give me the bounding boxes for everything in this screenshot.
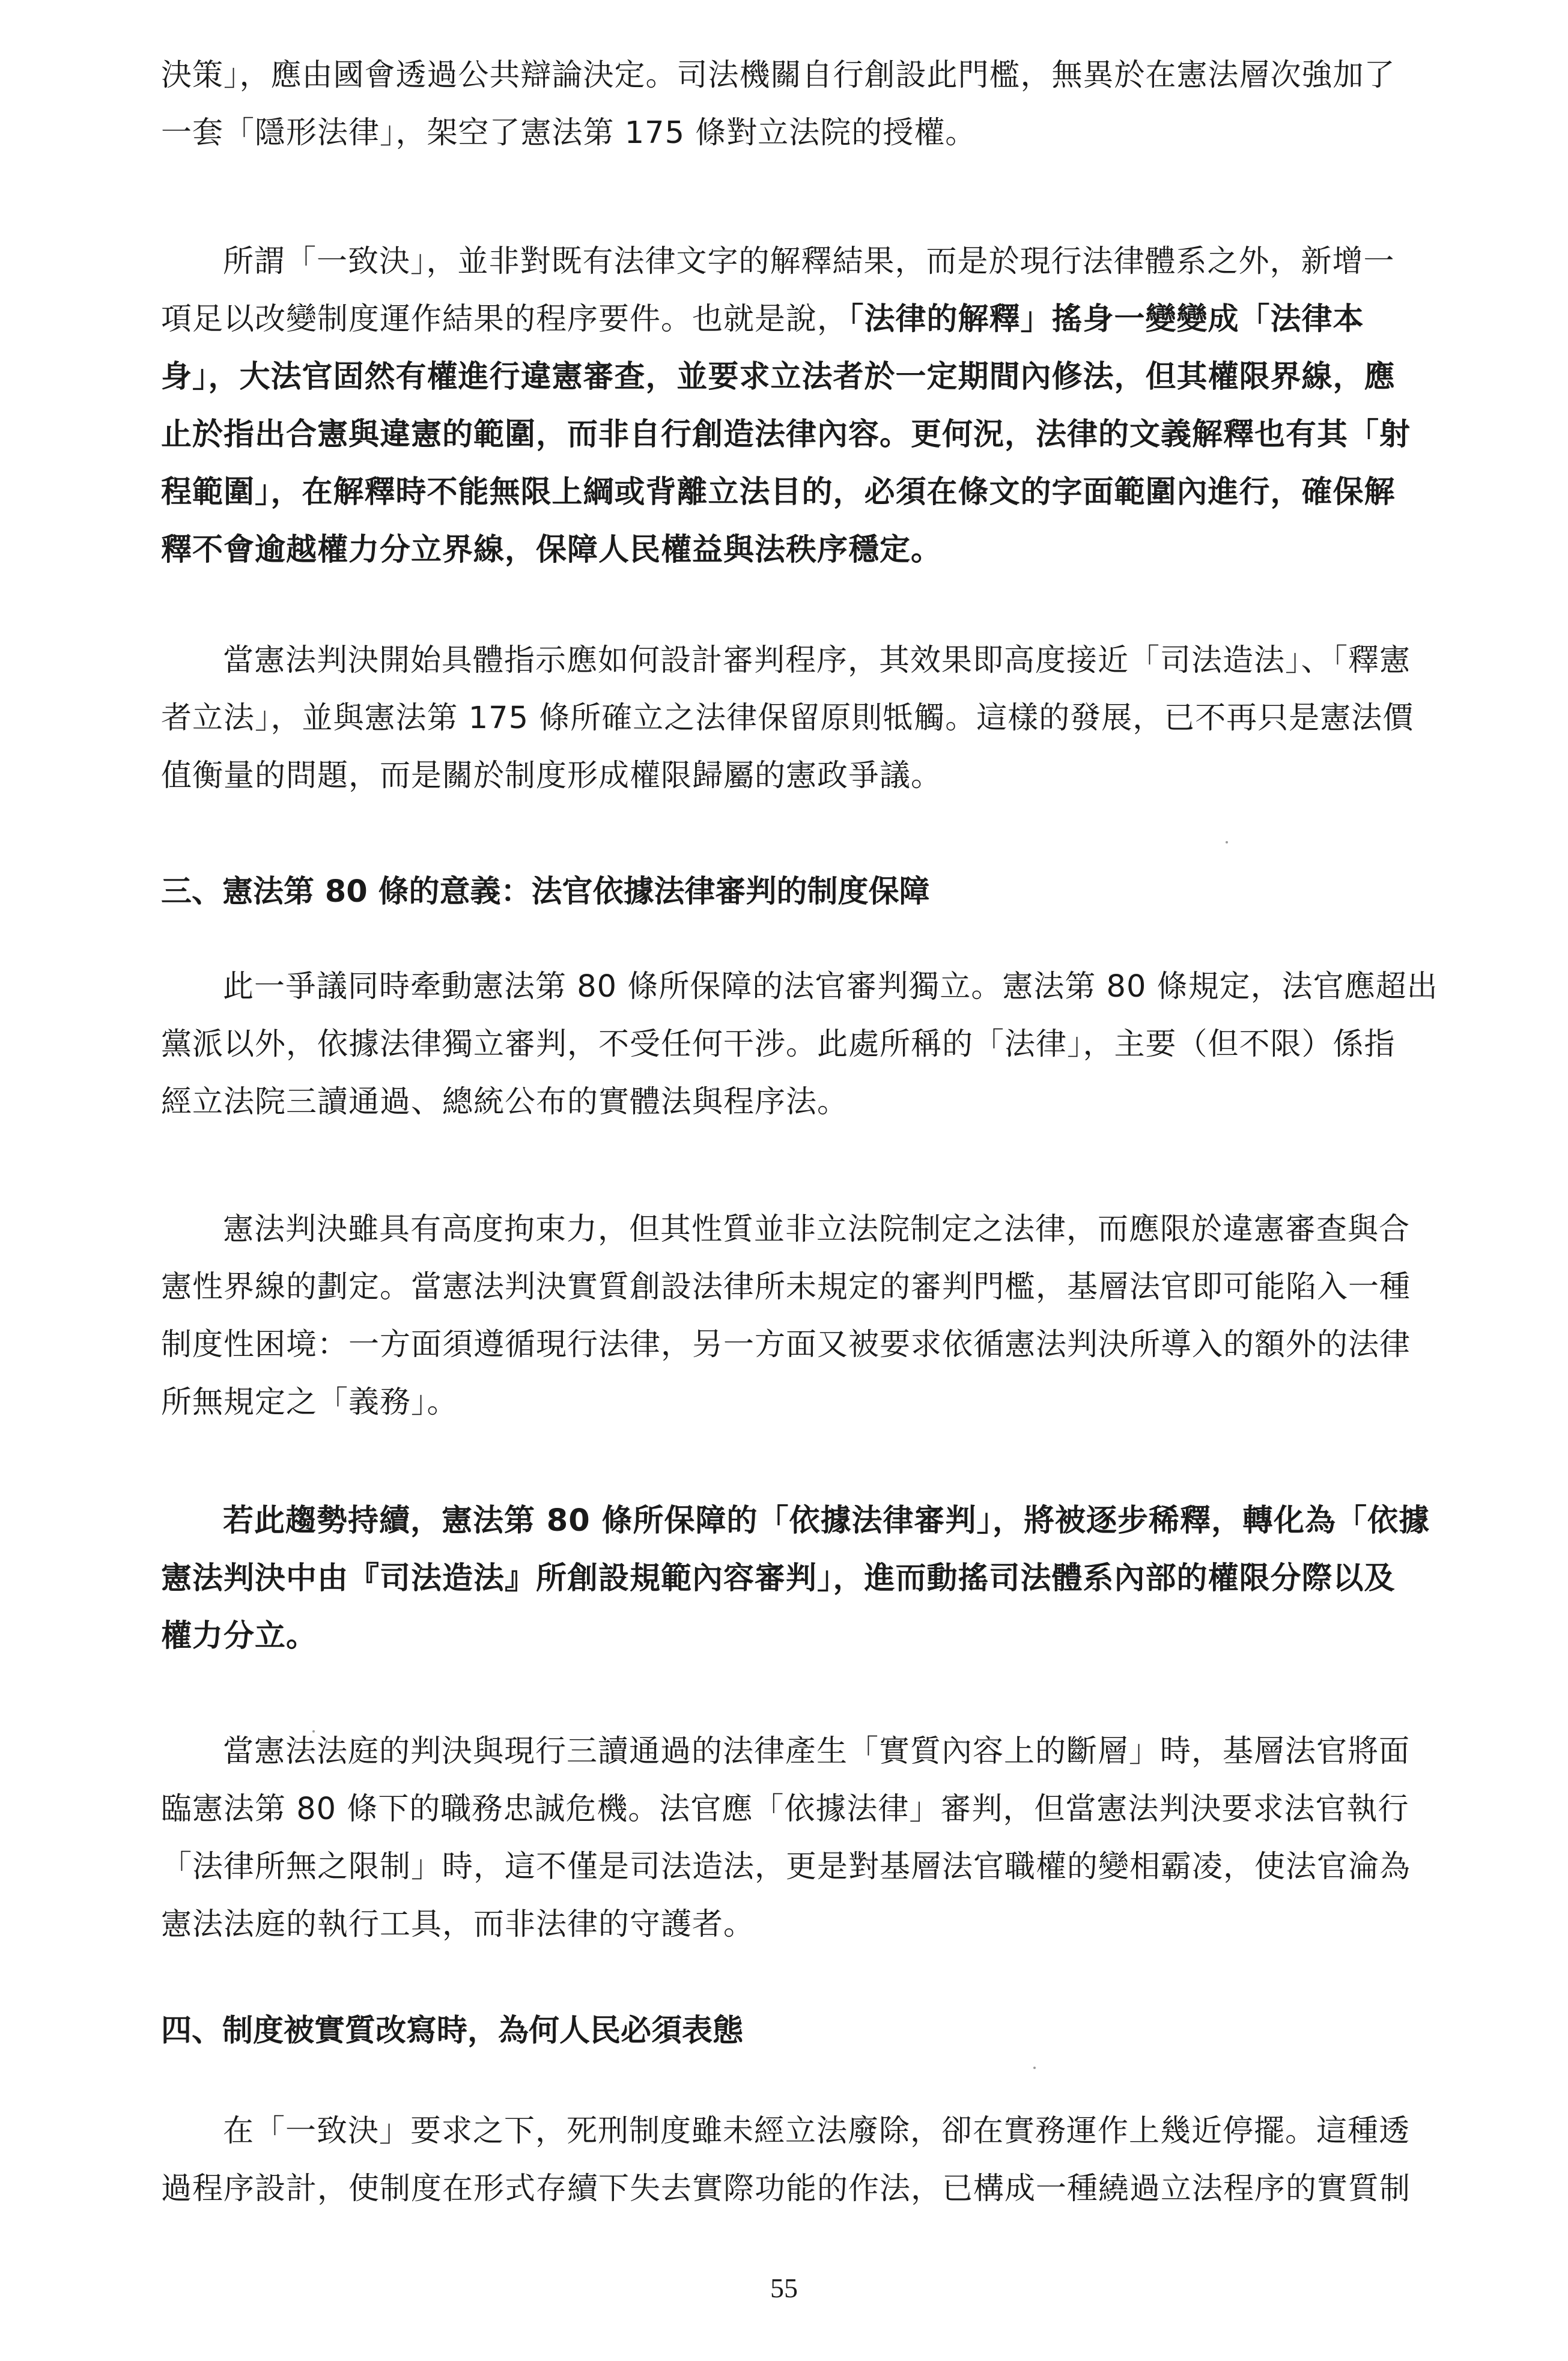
paragraph-line bbox=[161, 521, 1453, 579]
emphasized-text: 權力分立。 bbox=[161, 1618, 318, 1654]
emphasized-text: 止於指出合憲與違憲的範圍，而非自行創造法律內容。更何況，法律的文義解釋也有其「射 bbox=[161, 417, 1411, 452]
body-paragraph bbox=[161, 2103, 1453, 2218]
paragraph-line bbox=[161, 406, 1453, 464]
text-run: 此一爭議同時牽動憲法第 80 條所保障的法官審判獨立。憲法第 80 條規定，法官應超出 bbox=[223, 969, 1438, 1004]
text-run: 決策」，應由國會透過公共辯論決定。司法機關自行創設此門檻，無異於在憲法層次強加了 bbox=[161, 58, 1396, 93]
text-run: 值衡量的問題，而是關於制度形成權限歸屬的憲政爭議。 bbox=[161, 758, 943, 794]
paragraph-line bbox=[161, 1723, 1453, 1781]
paragraph-line bbox=[161, 348, 1453, 406]
paragraph-line bbox=[161, 632, 1453, 690]
emphasized-text: 若此趨勢持續，憲法第 80 條所保障的「依據法律審判」，將被逐步稀釋，轉化為「依據 bbox=[223, 1503, 1430, 1539]
emphasized-text: 釋不會逾越權力分立界線，保障人民權益與法秩序穩定。 bbox=[161, 532, 943, 568]
text-run: 在「一致決」要求之下，死刑制度雖未經立法廢除，卻在實務運作上幾近停擺。這種透 bbox=[223, 2113, 1411, 2149]
paragraph-line bbox=[161, 1259, 1453, 1316]
text-run: 所謂「一致決」，並非對既有法律文字的解釋結果，而是於現行法律體系之外，新增一 bbox=[223, 244, 1395, 279]
paragraph-line bbox=[161, 1016, 1453, 1074]
text-run: 一套「隱形法律」，架空了憲法第 175 條對立法院的授權。 bbox=[161, 115, 977, 151]
body-paragraph bbox=[161, 632, 1453, 805]
paragraph-line bbox=[161, 2160, 1453, 2218]
section-heading: 三、憲法第 80 條的意義：法官依據法律審判的制度保障 bbox=[161, 874, 930, 910]
paragraph-line bbox=[161, 1608, 1453, 1665]
emphasized-text: 「法律的解釋」搖身一變變成「法律本 bbox=[848, 302, 1364, 337]
text-run: 憲性界線的劃定。當憲法判決實質創設法律所未規定的審判門檻，基層法官即可能陷入一種 bbox=[161, 1269, 1411, 1305]
paragraph-line bbox=[161, 958, 1453, 1016]
paragraph-line bbox=[161, 690, 1453, 747]
page-number: 55 bbox=[770, 2273, 798, 2303]
text-run: 過程序設計，使制度在形式存續下失去實際功能的作法，已構成一種繞過立法程序的實質制 bbox=[161, 2171, 1411, 2207]
paragraph-line bbox=[161, 233, 1453, 291]
text-run: 當憲法判決開始具體指示應如何設計審判程序，其效果即高度接近「司法造法」、「釋憲 bbox=[223, 643, 1411, 678]
body-paragraph bbox=[161, 1201, 1453, 1432]
paragraph-line bbox=[161, 2103, 1453, 2160]
body-paragraph bbox=[161, 233, 1453, 579]
text-run: 項足以改變制度運作結果的程序要件。也就是說， bbox=[161, 302, 849, 337]
paragraph-line bbox=[161, 1201, 1453, 1259]
paragraph-line bbox=[161, 47, 1453, 105]
paragraph-line bbox=[161, 1550, 1453, 1608]
paragraph-line bbox=[161, 1781, 1453, 1838]
text-run: 黨派以外，依據法律獨立審判，不受任何干涉。此處所稱的「法律」，主要（但不限）係指 bbox=[161, 1027, 1396, 1062]
paragraph-line bbox=[161, 747, 1453, 805]
scan-speck bbox=[1226, 841, 1228, 843]
paragraph-line bbox=[161, 1374, 1453, 1432]
paragraph-line bbox=[161, 105, 1453, 162]
text-run: 所無規定之「義務」。 bbox=[161, 1385, 458, 1420]
emphasized-text: 身」，大法官固然有權進行違憲審查，並要求立法者於一定期間內修法，但其權限界線，應 bbox=[161, 359, 1396, 395]
paragraph-line bbox=[161, 1896, 1453, 1954]
text-run: 憲法法庭的執行工具，而非法律的守護者。 bbox=[161, 1907, 755, 1942]
body-paragraph bbox=[161, 1492, 1453, 1665]
emphasized-text: 程範圍」，在解釋時不能無限上綱或背離立法目的，必須在條文的字面範圍內進行，確保解 bbox=[161, 475, 1396, 510]
text-run: 臨憲法第 80 條下的職務忠誠危機。法官應「依據法律」審判，但當憲法判決要求法官執行 bbox=[161, 1791, 1409, 1827]
text-run: 憲法判決雖具有高度拘束力，但其性質並非立法院制定之法律，而應限於違憲審查與合 bbox=[223, 1212, 1411, 1247]
text-run: 制度性困境：一方面須遵循現行法律，另一方面又被要求依循憲法判決所導入的額外的法律 bbox=[161, 1327, 1411, 1363]
text-run: 「法律所無之限制」時，這不僅是司法造法，更是對基層法官職權的變相霸凌，使法官淪為 bbox=[161, 1849, 1411, 1885]
text-run: 經立法院三讀通過、總統公布的實體法與程序法。 bbox=[161, 1084, 849, 1120]
body-paragraph bbox=[161, 958, 1453, 1131]
body-paragraph bbox=[161, 47, 1453, 162]
section-heading: 四、制度被實質改寫時，為何人民必須表態 bbox=[161, 2013, 744, 2049]
scan-speck bbox=[1033, 2067, 1036, 2069]
text-run: 當憲法法庭的判決與現行三讀通過的法律產生「實質內容上的斷層」時，基層法官將面 bbox=[223, 1734, 1411, 1769]
paragraph-line bbox=[161, 1074, 1453, 1131]
scan-speck bbox=[312, 1730, 315, 1733]
paragraph-line bbox=[161, 291, 1453, 348]
text-run: 者立法」，並與憲法第 175 條所確立之法律保留原則牴觸。這樣的發展，已不再只是憲法價 bbox=[161, 700, 1414, 736]
emphasized-text: 憲法判決中由『司法造法』所創設規範內容審判」，進而動搖司法體系內部的權限分際以及 bbox=[161, 1561, 1396, 1596]
paragraph-line bbox=[161, 464, 1453, 521]
paragraph-line bbox=[161, 1492, 1453, 1550]
body-paragraph bbox=[161, 1723, 1453, 1954]
paragraph-line bbox=[161, 1838, 1453, 1896]
paragraph-line bbox=[161, 1316, 1453, 1374]
